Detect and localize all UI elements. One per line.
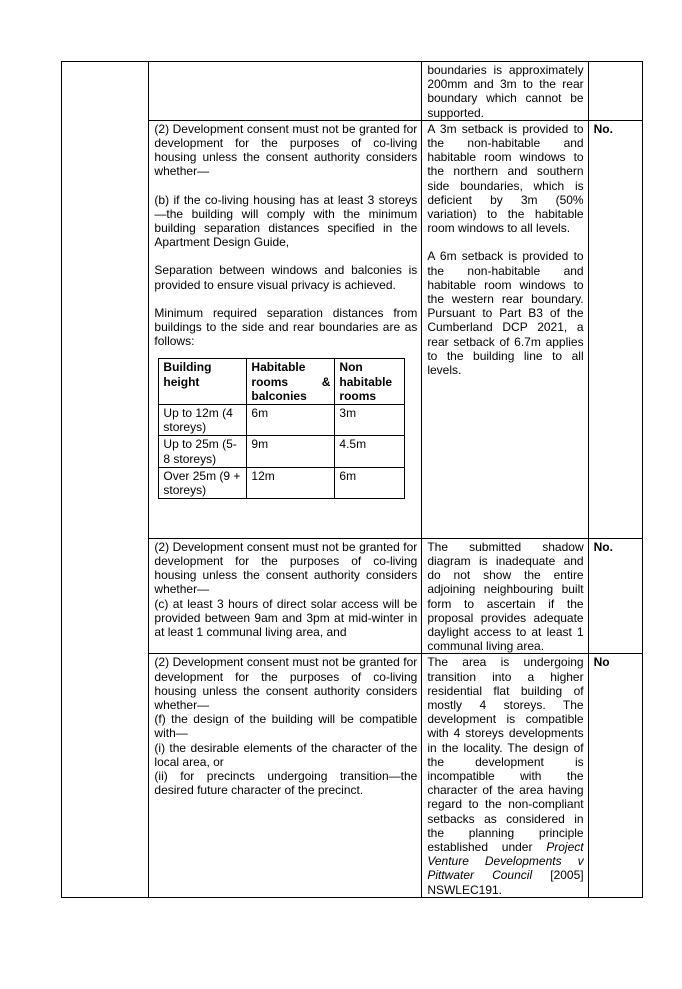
control-cell — [149, 120, 422, 538]
table-cell: Up to 25m (5-8 storeys) — [159, 436, 247, 467]
table-cell: 9m — [247, 436, 335, 467]
assessment-body: The area is undergoing transition into a higher residential flat building of mostly 4 storeys. The development is compatible with 4 storeys developments in the locality. The design of the development is incompatible with the character of the area having regard to the non-compliant setbacks as considered in the planning principle established under — [427, 655, 584, 855]
complies-value: No. — [593, 539, 613, 554]
case-citation: [2005] NSWLEC191. — [427, 868, 584, 897]
assessment-text: A 3m setback is provided to the non-habitable and habitable room windows to the northern and southern side boundaries, which is deficient by 3m (50% variation) to the habitable room windows to all levels. — [427, 121, 584, 236]
assessment-cell — [422, 654, 588, 897]
control-intro: (2) Development consent must not be granted for development for the purposes of co-living housing unless the consent authority considers whether— — [154, 121, 418, 179]
table-header-row — [159, 359, 405, 405]
table-cell: 12m — [247, 467, 335, 498]
assessment-cell — [422, 62, 588, 121]
complies-value: No — [593, 655, 610, 670]
column-header: Building height — [159, 359, 247, 405]
assessment-text: A 6m setback is provided to the non-habitable and habitable room windows to the western rear boundary. Pursuant to Part B3 of the Cumberland DCP 2021, a rear setback of 6.7m applies to the building line to all levels. — [427, 249, 584, 378]
table-cell: 6m — [335, 467, 405, 498]
assessment-text: boundaries is approximately 200mm and 3m to the rear boundary which cannot be supported. — [427, 63, 584, 120]
table-row — [159, 467, 405, 498]
table-cell: Over 25m (9 + storeys) — [159, 467, 247, 498]
control-clause: (b) if the co-living housing has at least 3 storeys—the building will comply with the minimum building separation distances specified in the Apartment Design Guide, — [154, 192, 418, 250]
control-clause: (f) the design of the building will be compatible with— — [154, 712, 418, 741]
table-row — [62, 120, 643, 538]
control-clause: (c) at least 3 hours of direct solar access will be provided between 9am and 3pm at mid-winter in at least 1 communal living area, and — [154, 596, 418, 640]
control-paragraph: Minimum required separation distances from buildings to the side and rear boundaries are as follows: — [154, 305, 418, 349]
table-row — [62, 62, 643, 121]
assessment-cell — [422, 120, 588, 538]
column-header: Habitable rooms & balconies — [247, 359, 335, 405]
table-row — [159, 405, 405, 436]
assessment-cell — [422, 538, 588, 654]
control-intro: (2) Development consent must not be granted for development for the purposes of co-living housing unless the consent authority considers whether— — [154, 655, 418, 713]
control-cell — [149, 62, 422, 121]
table-row — [62, 538, 643, 654]
column-header: Non habitable rooms — [335, 359, 405, 405]
control-cell — [149, 654, 422, 897]
control-clause: (i) the desirable elements of the character of the local area, or — [154, 740, 418, 769]
complies-value: No. — [593, 121, 613, 136]
separation-distances-table — [158, 358, 405, 499]
control-cell — [149, 538, 422, 654]
assessment-table — [61, 61, 643, 898]
clause-column-cell — [62, 62, 149, 898]
table-cell: 3m — [335, 405, 405, 436]
complies-cell — [588, 120, 642, 538]
complies-cell — [588, 654, 642, 897]
table-cell: 4.5m — [335, 436, 405, 467]
control-intro: (2) Development consent must not be granted for development for the purposes of co-living housing unless the consent authority considers whether— — [154, 539, 418, 597]
control-clause: (ii) for precincts undergoing transition—the desired future character of the precinct. — [154, 769, 418, 798]
assessment-text — [427, 655, 583, 896]
complies-cell — [588, 62, 642, 121]
control-paragraph: Separation between windows and balconies is provided to ensure visual privacy is achieved. — [154, 263, 418, 292]
table-row — [62, 654, 643, 897]
table-cell: Up to 12m (4 storeys) — [159, 405, 247, 436]
table-row — [159, 436, 405, 467]
table-cell: 6m — [247, 405, 335, 436]
complies-cell — [588, 538, 642, 654]
case-name: Project Venture Developments v Pittwater Council — [427, 840, 584, 883]
assessment-text: The submitted shadow diagram is inadequate and do not show the entire adjoining neighbouring built form to ascertain if the proposal provides adequate daylight access to at least 1 communal living area. — [427, 539, 584, 654]
